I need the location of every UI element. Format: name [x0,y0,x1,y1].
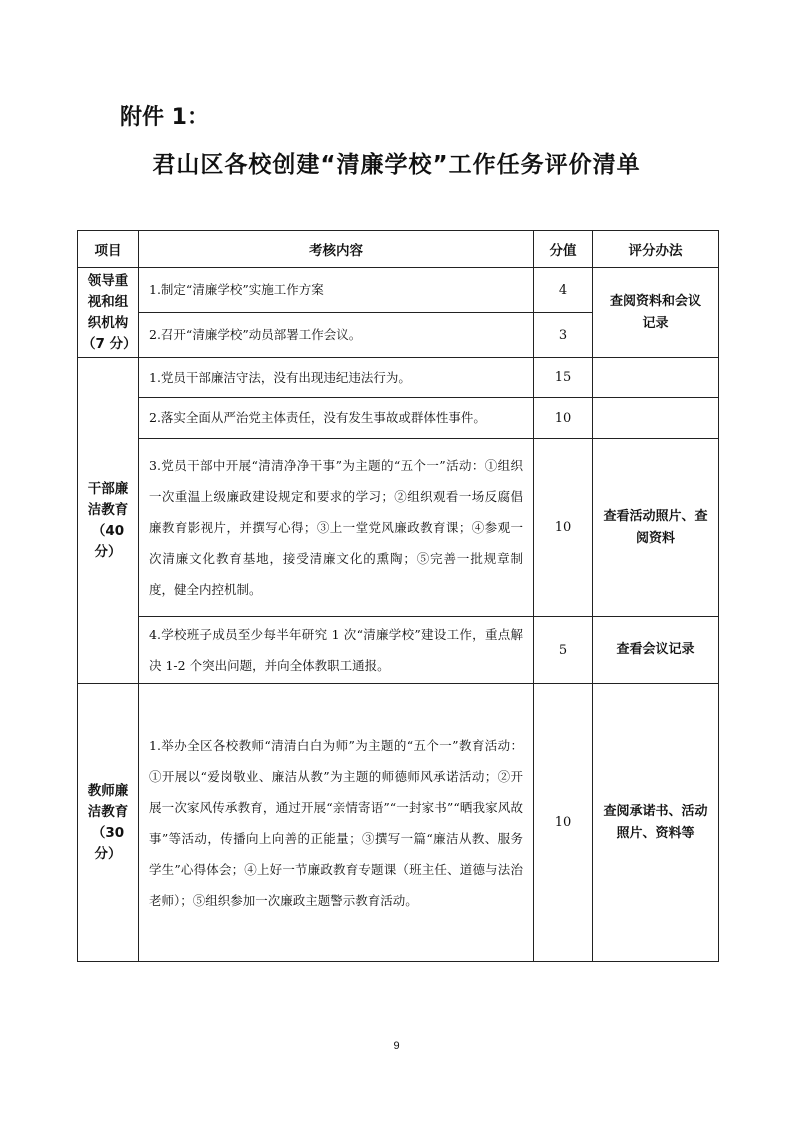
header-content: 考核内容 [139,231,534,268]
score-value: 5 [534,617,593,684]
score-value: 10 [534,398,593,439]
table-header-row [78,231,719,268]
criterion-content: 2.落实全面从严治党主体责任，没有发生事故或群体性事件。 [139,398,534,439]
header-item: 项目 [78,231,139,268]
table-row [78,398,719,439]
page-title: 君山区各校创建“清廉学校”工作任务评价清单 [152,152,641,178]
scoring-method: 查阅资料和会议 记录 [593,268,719,358]
table-row [78,684,719,962]
table-row [78,358,719,398]
scoring-method: 查看活动照片、查 阅资料 [593,439,719,617]
page-number: 9 [393,1040,400,1052]
evaluation-table [77,230,719,962]
scoring-method [593,358,719,398]
category-teacher-integrity: 教师廉 洁教育 （30 分） [78,684,139,962]
score-value: 15 [534,358,593,398]
table-row [78,617,719,684]
criterion-content: 1.制定“清廉学校”实施工作方案 [139,268,534,313]
category-cadre-integrity: 干部廉 洁教育 （40 分） [78,358,139,684]
scoring-method: 查看会议记录 [593,617,719,684]
header-method: 评分办法 [593,231,719,268]
score-value: 4 [534,268,593,313]
criterion-content: 1.举办全区各校教师“清清白白为师”为主题的“五个一”教育活动：①开展以“爱岗敬业、廉洁从教”为主题的师德师风承诺活动；②开展一次家风传承教育，通过开展“亲情寄语”“一封家书”“晒我家风故事”等活动，传播向上向善的正能量；③撰写一篇“廉洁从教、服务学生”心得体会；④上好一节廉政教育专题课（班主任、道德与法治老师）；⑤组织参加一次廉政主题警示教育活动。 [139,684,534,962]
category-leadership: 领导重 视和组 织机构 （7 分） [78,268,139,358]
criterion-content: 1.党员干部廉洁守法，没有出现违纪违法行为。 [139,358,534,398]
criterion-content: 2.召开“清廉学校”动员部署工作会议。 [139,313,534,358]
score-value: 10 [534,684,593,962]
table-row [78,268,719,313]
attachment-label: 附件 1： [120,105,209,130]
scoring-method [593,398,719,439]
scoring-method: 查阅承诺书、活动 照片、资料等 [593,684,719,962]
criterion-content: 4.学校班子成员至少每半年研究 1 次“清廉学校”建设工作，重点解决 1-2 个突出问题，并向全体教职工通报。 [139,617,534,684]
score-value: 10 [534,439,593,617]
header-score: 分值 [534,231,593,268]
criterion-content: 3.党员干部中开展“清清净净干事”为主题的“五个一”活动：①组织一次重温上级廉政建设规定和要求的学习；②组织观看一场反腐倡廉教育影视片，并撰写心得；③上一堂党风廉政教育课；④参观一次清廉文化教育基地，接受清廉文化的熏陶；⑤完善一批规章制度，健全内控机制。 [139,439,534,617]
score-value: 3 [534,313,593,358]
table-row [78,439,719,617]
